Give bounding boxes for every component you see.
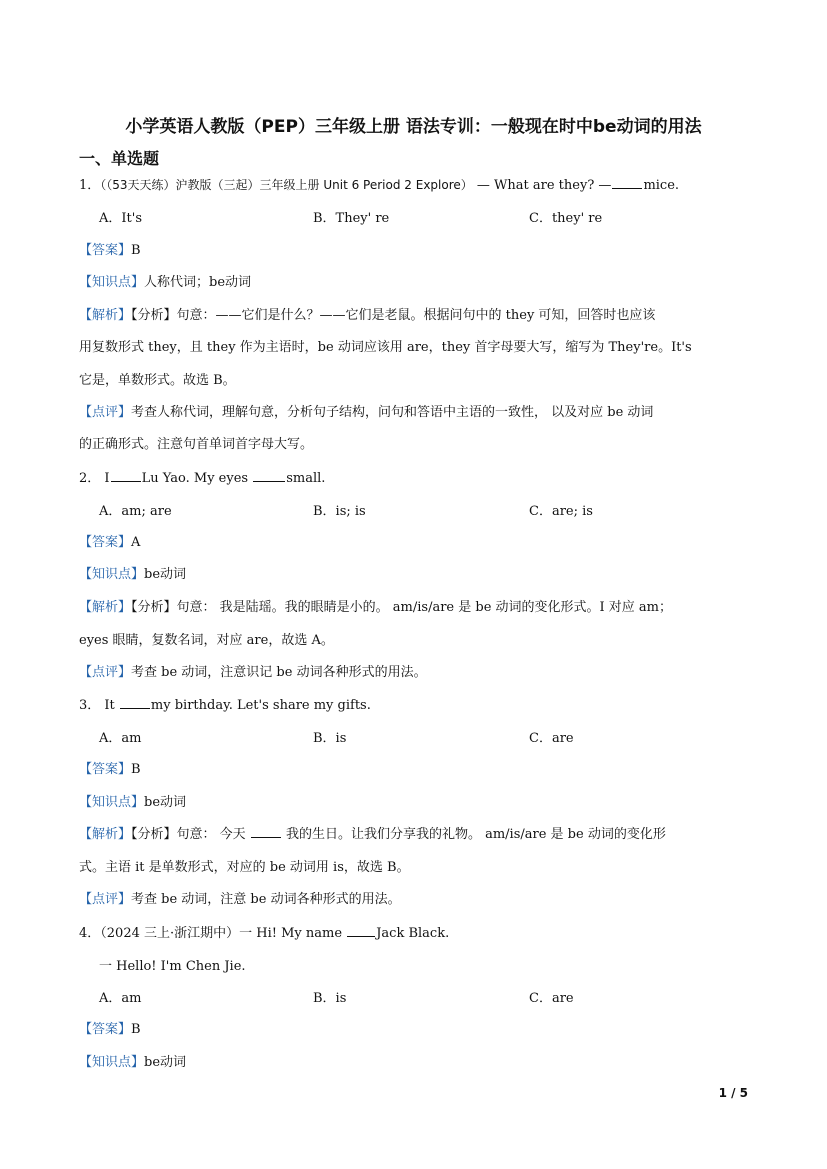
answer-blank: [347, 925, 375, 937]
question-2-analysis-line-2: eyes 眼睛，复数名词，对应 are，故选 A。: [79, 633, 334, 648]
page-number: 1 / 5: [718, 1086, 748, 1100]
question-1-option-c: C．they' re: [529, 211, 603, 226]
question-1-analysis-line-3: 它是，单数形式。故选 B。: [79, 373, 236, 388]
question-2-analysis: 【解析】【分析】句意： 我是陆瑶。我的眼睛是小的。 am/is/are 是 be 动词的变化形式。I 对应 am；: [79, 600, 673, 615]
question-3-knowledge: 【知识点】be动词: [79, 795, 187, 810]
question-3-stem: 3． It my birthday. Let's share my gifts.: [79, 698, 371, 713]
question-2-answer: 【答案】A: [79, 535, 141, 550]
question-4-option-a: A．am: [99, 991, 142, 1006]
answer-blank: [120, 697, 150, 709]
question-3-option-c: C．are: [529, 731, 574, 746]
answer-blank: [612, 177, 642, 189]
question-1-analysis-line-2: 用复数形式 they，且 they 作为主语时，be 动词应该用 are，they 首字母要大写，缩写为 They're。It's: [79, 340, 692, 355]
question-4-option-b: B．is: [313, 991, 347, 1006]
question-1-analysis: 【解析】【分析】句意：——它们是什么？——它们是老鼠。根据问句中的 they 可知，回答时也应该: [79, 308, 656, 323]
question-1-knowledge: 【知识点】人称代词；be动词: [79, 275, 252, 290]
answer-blank: [251, 826, 281, 838]
question-1-option-b: B．They' re: [313, 211, 390, 226]
question-4-stem-line-2: 一 Hello! I'm Chen Jie.: [99, 959, 246, 974]
question-4-answer: 【答案】B: [79, 1022, 141, 1037]
question-2-option-b: B．is; is: [313, 504, 366, 519]
question-2-comment: 【点评】考查 be 动词，注意识记 be 动词各种形式的用法。: [79, 665, 427, 680]
question-1-comment: 【点评】考查人称代词，理解句意，分析句子结构，问句和答语中主语的一致性， 以及对应 be 动词: [79, 405, 654, 420]
question-2-option-c: C．are; is: [529, 504, 593, 519]
question-3-analysis-line-2: 式。主语 it 是单数形式，对应的 be 动词用 is，故选 B。: [79, 860, 410, 875]
question-4-stem: 4．（2024 三上·浙江期中）一 Hi! My name Jack Black.: [79, 926, 450, 941]
answer-blank: [253, 470, 285, 482]
question-4-knowledge: 【知识点】be动词: [79, 1055, 187, 1070]
question-1-stem: 1．（（53天天练）沪教版（三起）三年级上册 Unit 6 Period 2 Explore） — What are they? — mice.: [79, 178, 680, 193]
question-3-comment: 【点评】考查 be 动词，注意 be 动词各种形式的用法。: [79, 892, 401, 907]
section-heading: 一、单选题: [79, 149, 160, 168]
question-3-option-b: B．is: [313, 731, 347, 746]
question-1-option-a: A．It's: [99, 211, 142, 226]
question-1-comment-line-2: 的正确形式。注意句首单词首字母大写。: [79, 437, 314, 452]
answer-blank: [111, 470, 141, 482]
question-2-knowledge: 【知识点】be动词: [79, 567, 187, 582]
question-2-stem: 2． I Lu Yao. My eyes small.: [79, 471, 326, 486]
question-4-option-c: C．are: [529, 991, 574, 1006]
question-1-answer: 【答案】B: [79, 243, 141, 258]
question-3-option-a: A．am: [99, 731, 142, 746]
question-2-option-a: A．am; are: [99, 504, 172, 519]
document-title: 小学英语人教版（PEP）三年级上册 语法专训：一般现在时中be动词的用法: [125, 117, 702, 137]
question-3-answer: 【答案】B: [79, 762, 141, 777]
question-3-analysis: 【解析】【分析】句意： 今天 我的生日。让我们分享我的礼物。 am/is/are 是 be 动词的变化形: [79, 827, 666, 842]
